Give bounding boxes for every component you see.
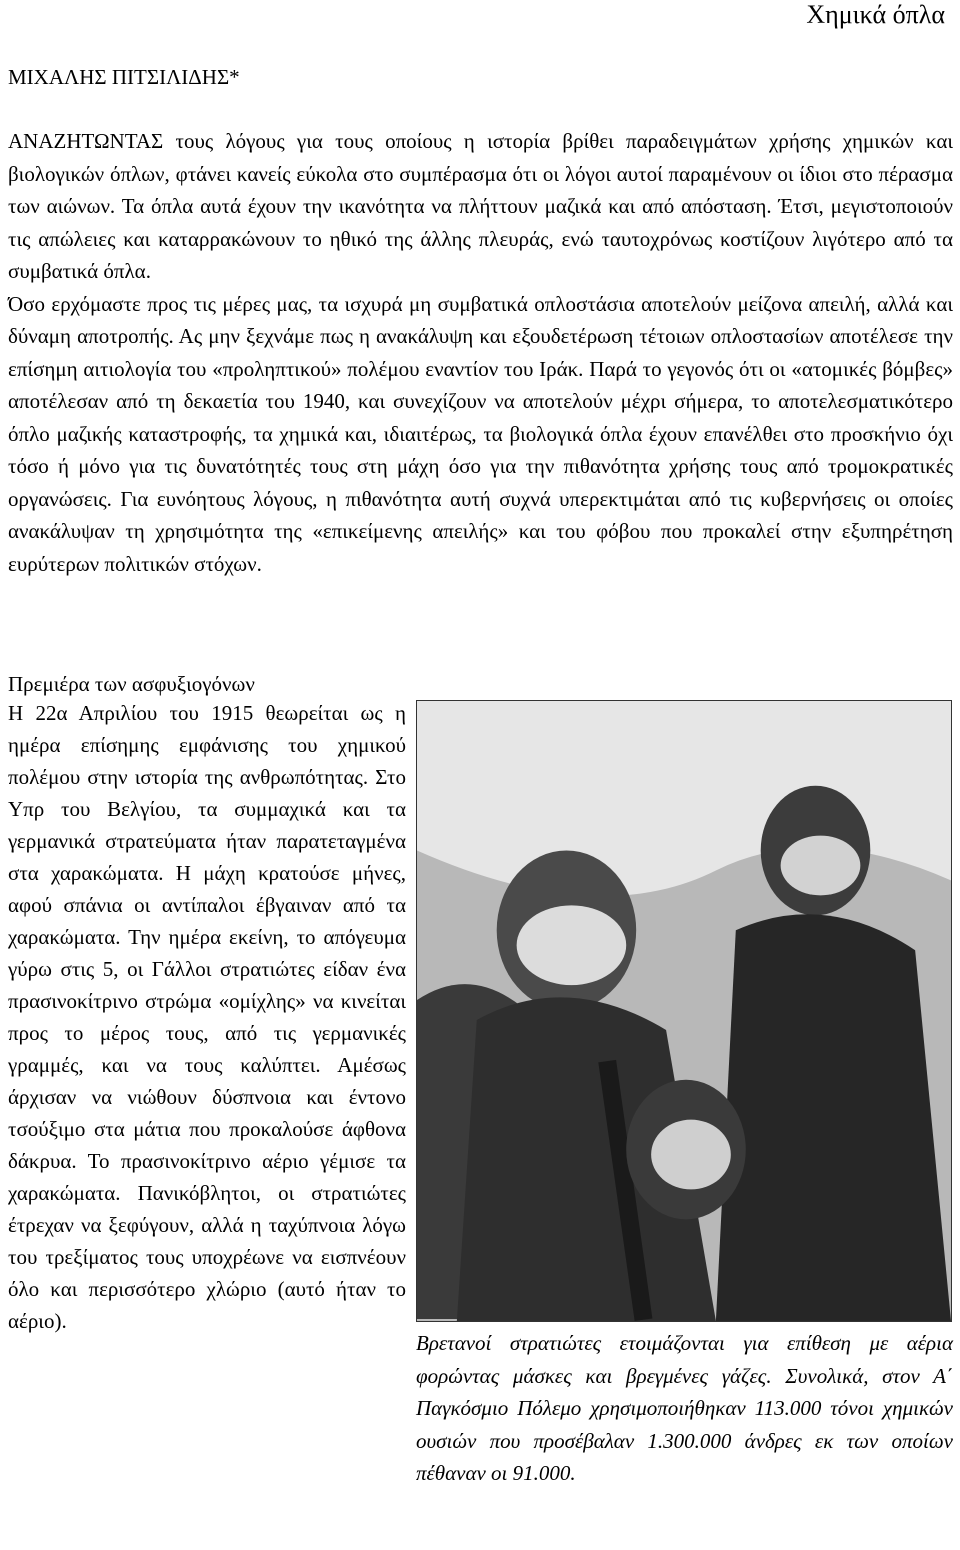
intro-paragraph-1: ΑΝΑΖΗΤΩΝΤΑΣ τους λόγους για τους οποίους η ιστορία βρίθει παραδειγμάτων χρήσης χημικών και βιολογικών όπλων, φτάνει κανείς εύκολα στο συμπέρασμα ότι οι λόγοι αυτοί παραμένουν οι ίδιοι στο πέρασμα των αιώνων. Τα όπλα αυτά έχουν την ικανότητα να πλήττουν μαζικά και από απόσταση. Έτσι, μεγιστοποιούν τις απώλειες και καταρρακώνουν το ηθικό της άλλης πλευράς, ενώ ταυτοχρόνως κοστίζουν λιγότερο από τα συμβατικά όπλα. (8, 129, 953, 283)
photo-caption: Βρετανοί στρατιώτες ετοιμάζονται για επίθεση με αέρια φορώντας μάσκες και βρεγμένες γάζες. Συνολικά, στον Α΄ Παγκόσμιο Πόλεμο χρησιμοποιήθηκαν 113.000 τόνοι χημικών ουσιών που προσέβαλαν 1.300.000 άνδρες εκ των οποίων πέθαναν οι 91.000. (416, 1331, 953, 1485)
left-column-text: Η 22α Απριλίου του 1915 θεωρείται ως η ημέρα επίσημης εμφάνισης του χημικού πολέμου στην ιστορία της ανθρωπότητας. Στο Υπρ του Βελγίου, τα συμμαχικά και τα γερμανικά στρατεύματα ήταν παρατεταγμένα στα χαρακώματα. Η μάχη κρατούσε μήνες, αφού σπάνια οι αντίπαλοι έβγαιναν από τα χαρακώματα. Την ημέρα εκείνη, το απόγευμα γύρω στις 5, οι Γάλλοι στρατιώτες είδαν ένα πρασινοκίτρινο στρώμα «ομίχλης» να κινείται προς το μέρος τους, από τις γερμανικές γραμμές, και να τους καλύπτει. Αμέσως άρχισαν να νιώθουν δύσπνοια και έντονο τσούξιμο στα μάτια που προκαλούσε άφθονα δάκρυα. Το πρασινοκίτρινο αέριο γέμισε τα χαρακώματα. Πανικόβλητοι, οι στρατιώτες έτρεχαν να ξεφύγουν, αλλά η ταχύπνοια λόγω του τρεξίματος τους υποχρέωνε να εισπνέουν όλο και περισσότερο χλώριο (αυτό ήταν το αέριο). (8, 701, 406, 1333)
photo-placeholder-graphic (417, 701, 951, 1321)
article-intro (8, 125, 953, 580)
article-title: Χημικά όπλα (806, 0, 945, 29)
article-author: ΜΙΧΑΛΗΣ ΠΙΤΣΙΛΙΔΗΣ* (8, 65, 240, 89)
intro-paragraph-2: Όσο ερχόμαστε προς τις μέρες μας, τα ισχυρά μη συμβατικά οπλοστάσια αποτελούν μείζονα απειλή, αλλά και δύναμη αποτροπής. Ας μην ξεχνάμε πως η ανακάλυψη και εξουδετέρωση τέτοιων οπλοστασίων αποτέλεσε την επίσημη αιτιολογία του «προληπτικού» πολέμου εναντίον του Ιράκ. Παρά το γεγονός ότι οι «ατομικές βόμβες» αποτέλεσαν από τη δεκαετία του 1940, και συνεχίζουν να αποτελούν μέχρι σήμερα, το αποτελεσματικότερο όπλο μαζικής καταστροφής, τα χημικά και, ιδιαιτέρως, τα βιολογικά όπλα έχουν επανέλθει στο προσκήνιο όχι τόσο ή μόνο για τις δυνατότητές τους στη μάχη όσο για την πιθανότητα χρήσης τους από τρομοκρατικές οργανώσεις. Για ευνόητους λόγους, η πιθανότητα αυτή συχνά υπερεκτιμάται από τις κυβερνήσεις οι οποίες ανακάλυψαν τη χρησιμότητα της «επικείμενης απειλής» και του φόβου που προκαλεί στην εξυπηρέτηση ευρύτερων πολιτικών στόχων. (8, 291, 953, 576)
section-subheading: Πρεμιέρα των ασφυξιογόνων (8, 672, 255, 696)
soldiers-gas-mask-photo (416, 700, 952, 1322)
